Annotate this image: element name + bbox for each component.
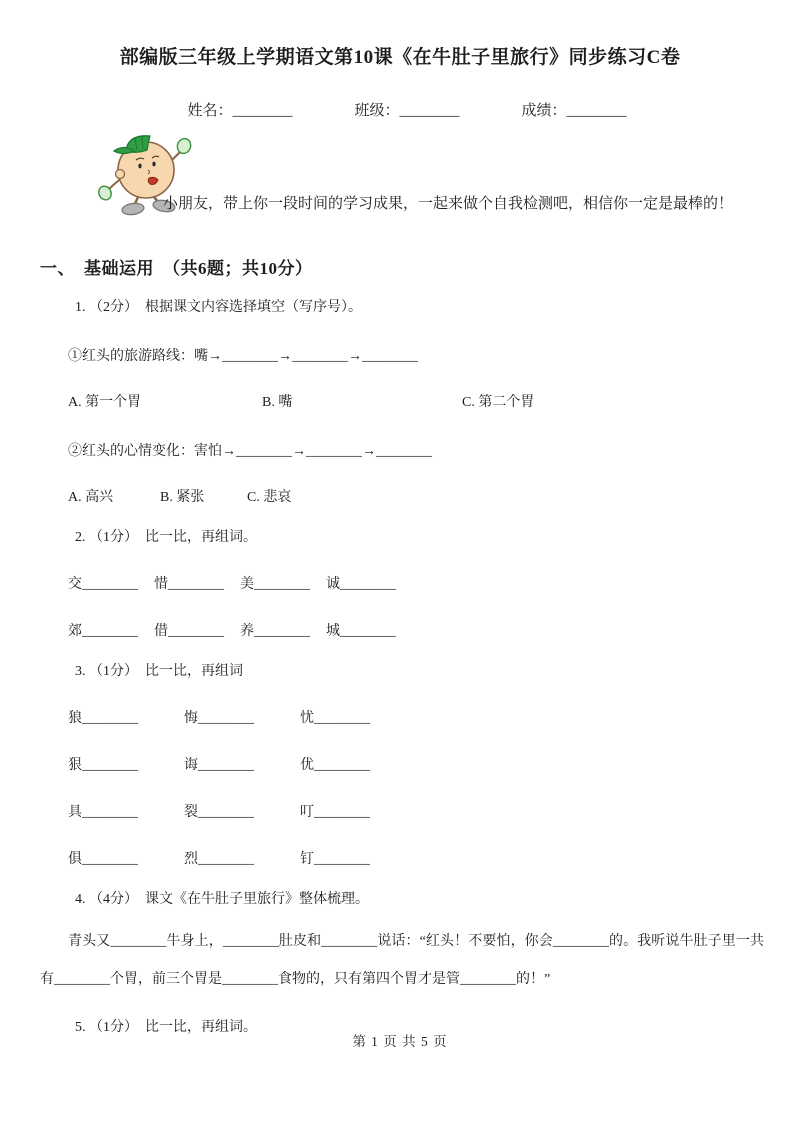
word-blank-cell: 悔________ bbox=[184, 711, 254, 726]
word-blank-cell: 郊________ bbox=[68, 624, 138, 639]
option-c: C. 第二个胃 bbox=[462, 395, 535, 410]
question-4 bbox=[0, 889, 800, 999]
word-blank-cell: 城________ bbox=[326, 624, 396, 639]
word-row bbox=[68, 802, 800, 824]
question-1 bbox=[0, 297, 800, 509]
question-1-header: 1. （2分） 根据课文内容选择填空（写序号）。 bbox=[75, 300, 362, 315]
word-blank-cell: 钉________ bbox=[300, 852, 370, 867]
word-blank-cell: 惜________ bbox=[154, 577, 224, 592]
intro-text: 小朋友，带上你一段时间的学习成果，一起来做个自我检测吧，相信你一定是最棒的！ bbox=[163, 196, 734, 212]
name-field: 姓名：________ bbox=[187, 103, 293, 119]
header-fields bbox=[0, 99, 800, 120]
word-blank-cell: 裂________ bbox=[184, 805, 254, 820]
page-title: 部编版三年级上学期语文第10课《在牛肚子里旅行》同步练习C卷 bbox=[119, 47, 681, 68]
question-1-sub1-options bbox=[68, 392, 800, 414]
intro-block bbox=[0, 126, 800, 222]
word-row bbox=[68, 849, 800, 871]
word-blank-cell: 诲________ bbox=[184, 758, 254, 773]
option-b: B. 嘴 bbox=[262, 395, 293, 410]
question-1-sub1: ①红头的旅游路线：嘴→________→________→________ bbox=[68, 349, 418, 364]
question-5-header: 5. （1分） 比一比，再组词。 bbox=[75, 1020, 257, 1035]
page-footer: 第 1 页 共 5 页 bbox=[352, 1034, 448, 1049]
word-blank-cell: 俱________ bbox=[68, 852, 138, 867]
word-blank-cell: 诚________ bbox=[326, 577, 396, 592]
mascot-left-shoe bbox=[121, 202, 144, 216]
word-blank-cell: 交________ bbox=[68, 577, 138, 592]
word-blank-cell: 优________ bbox=[300, 758, 370, 773]
question-2 bbox=[0, 527, 800, 643]
option-a: A. 高兴 bbox=[68, 490, 114, 505]
score-field: 成绩：________ bbox=[521, 103, 627, 119]
option-b: B. 紧张 bbox=[160, 490, 205, 505]
mascot-right-eye bbox=[152, 162, 155, 167]
question-1-sub2: ②红头的心情变化：害怕→________→________→________ bbox=[68, 444, 432, 459]
mascot-ear bbox=[116, 170, 125, 179]
question-1-sub2-options bbox=[68, 487, 800, 509]
question-4-cloze-paragraph: 青头又________牛身上，________肚皮和________说话：“红头！不要怕，你会________的。我听说牛肚子里一共有________个胃，前三个胃是________食物的，只有第四个胃才是管________的！” bbox=[40, 934, 764, 987]
mascot-left-eye bbox=[138, 164, 141, 169]
option-c: C. 悲哀 bbox=[247, 490, 292, 505]
word-blank-cell: 烈________ bbox=[184, 852, 254, 867]
mascot-right-hand bbox=[175, 137, 192, 156]
word-blank-cell: 美________ bbox=[240, 577, 310, 592]
word-blank-cell: 狠________ bbox=[68, 758, 138, 773]
word-blank-cell: 忧________ bbox=[300, 711, 370, 726]
word-row bbox=[68, 621, 800, 643]
word-row bbox=[68, 708, 800, 730]
question-3 bbox=[0, 661, 800, 871]
word-blank-cell: 养________ bbox=[240, 624, 310, 639]
question-4-header: 4. （4分） 课文《在牛肚子里旅行》整体梳理。 bbox=[75, 892, 369, 907]
word-blank-cell: 叮________ bbox=[300, 805, 370, 820]
word-blank-cell: 具________ bbox=[68, 805, 138, 820]
word-row bbox=[68, 574, 800, 596]
word-row bbox=[68, 755, 800, 777]
word-blank-cell: 借________ bbox=[154, 624, 224, 639]
question-3-header: 3. （1分） 比一比，再组词 bbox=[75, 664, 243, 679]
word-blank-cell: 狼________ bbox=[68, 711, 138, 726]
class-field: 班级：________ bbox=[354, 103, 460, 119]
option-a: A. 第一个胃 bbox=[68, 395, 142, 410]
question-2-header: 2. （1分） 比一比，再组词。 bbox=[75, 530, 257, 545]
section-heading: 一、 基础运用 （共6题；共10分） bbox=[40, 259, 313, 278]
